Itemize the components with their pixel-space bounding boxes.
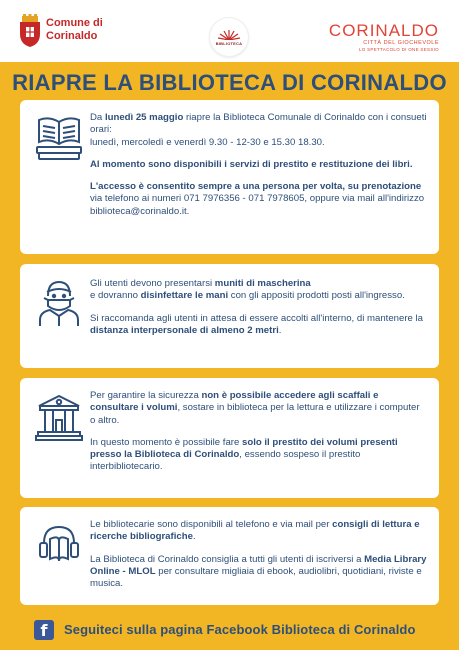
info-card-services — [20, 507, 439, 605]
card-paragraph — [90, 554, 427, 591]
body-text: Gli utenti devono presentarsi — [90, 278, 215, 289]
body-text: Per garantire la sicurezza — [90, 390, 202, 401]
body-text: Da — [90, 112, 105, 123]
body-text: . — [278, 324, 282, 336]
comune-line1: Comune di — [46, 17, 103, 29]
facebook-icon[interactable]: f — [34, 620, 54, 640]
body-text: Le bibliotecarie sono disponibili al telefono e via mail per — [90, 519, 333, 530]
card-paragraph — [90, 181, 427, 218]
comune-name — [46, 17, 103, 43]
body-text: La Biblioteca di Corinaldo consiglia a tutti gli utenti di iscriversi a — [90, 553, 365, 565]
comune-line2: Corinaldo — [46, 30, 98, 42]
footer — [0, 612, 459, 648]
card-paragraph — [90, 278, 427, 303]
corinaldo-tagline: CITTÀ DEL GIOCHEVOLE — [363, 40, 439, 46]
body-text: , sostare in biblioteca per la lettura e utilizzare i computer o altro. — [90, 402, 420, 426]
card-paragraph — [90, 159, 427, 171]
corinaldo-brand — [329, 22, 439, 53]
card-paragraph — [90, 437, 427, 474]
highlighted-text: Al momento sono disponibili i servizi di prestito e restituzione dei libri. — [90, 158, 413, 170]
highlighted-text: solo il prestito dei volumi presenti presso la Biblioteca di Corinaldo — [90, 436, 398, 461]
body-text: e dovranno — [90, 290, 141, 302]
highlighted-text: Media Library Online - MLOL — [90, 553, 427, 577]
masked-person-icon — [34, 278, 84, 328]
highlighted-text: disinfettare le mani — [140, 290, 229, 302]
body-text: lunedì, mercoledì e venerdì 9.30 - 12-30 e 15.30 18.30. — [90, 136, 325, 148]
info-card-access — [20, 378, 439, 498]
body-text: . — [192, 531, 196, 543]
library-building-icon — [34, 392, 84, 442]
corinaldo-subtagline: LO SPETTACOLO DI ONE SESSIO — [358, 47, 439, 52]
facebook-page-link[interactable]: Seguiteci sulla pagina Facebook Biblioteca di Corinaldo — [64, 622, 416, 637]
highlighted-text: distanza interpersonale di almeno 2 metri — [90, 324, 279, 336]
card-paragraph — [90, 519, 427, 544]
card-text — [90, 112, 427, 228]
card-text — [90, 519, 427, 600]
body-text: In questo momento è possibile fare — [90, 436, 242, 448]
page-title: RIAPRE LA BIBLIOTECA DI CORINALDO — [12, 70, 447, 95]
card-paragraph — [90, 313, 427, 338]
card-text — [90, 278, 427, 347]
phone-book-icon — [34, 519, 84, 569]
highlighted-text: L'accesso è consentito sempre a una persona per volta, su prenotazione — [90, 181, 422, 193]
highlighted-text: muniti di mascherina — [214, 278, 311, 289]
biblioteca-logo-label: BIBLIOTECA — [215, 40, 243, 46]
body-text: riapre la Biblioteca Comunale di Corinaldo con i consueti orari: — [90, 112, 427, 136]
highlighted-text: lunedì 25 maggio — [104, 112, 184, 123]
corinaldo-wordmark: CORINALDO — [328, 21, 439, 40]
body-text: con gli appositi prodotti posti all'ingresso. — [228, 290, 405, 302]
card-text — [90, 390, 427, 484]
sunburst-icon — [218, 29, 240, 40]
card-paragraph — [90, 390, 427, 427]
card-paragraph — [90, 112, 427, 149]
body-text: via telefono ai numeri 071 7976356 - 071 7978605, oppure via mail all'indirizzo biblioteca@corinaldo.it. — [90, 193, 425, 217]
coat-of-arms-icon — [16, 14, 44, 48]
header-bar — [0, 0, 459, 62]
biblioteca-logo — [210, 18, 248, 56]
body-text: per consultare migliaia di ebook, audiolibri, quotidiani, riviste e musica. — [90, 565, 422, 590]
books-icon — [34, 112, 84, 162]
highlighted-text: non è possibile accedere agli scaffali e consultare i volumi — [90, 390, 379, 414]
body-text: , essendo sospeso il prestito interbibliotecario. — [90, 449, 361, 473]
info-card-safety — [20, 264, 439, 368]
info-card-reopening — [20, 100, 439, 254]
highlighted-text: consigli di lettura e ricerche bibliografiche — [90, 519, 420, 543]
body-text: Si raccomanda agli utenti in attesa di essere accolti all'interno, di mantenere la — [90, 312, 423, 324]
